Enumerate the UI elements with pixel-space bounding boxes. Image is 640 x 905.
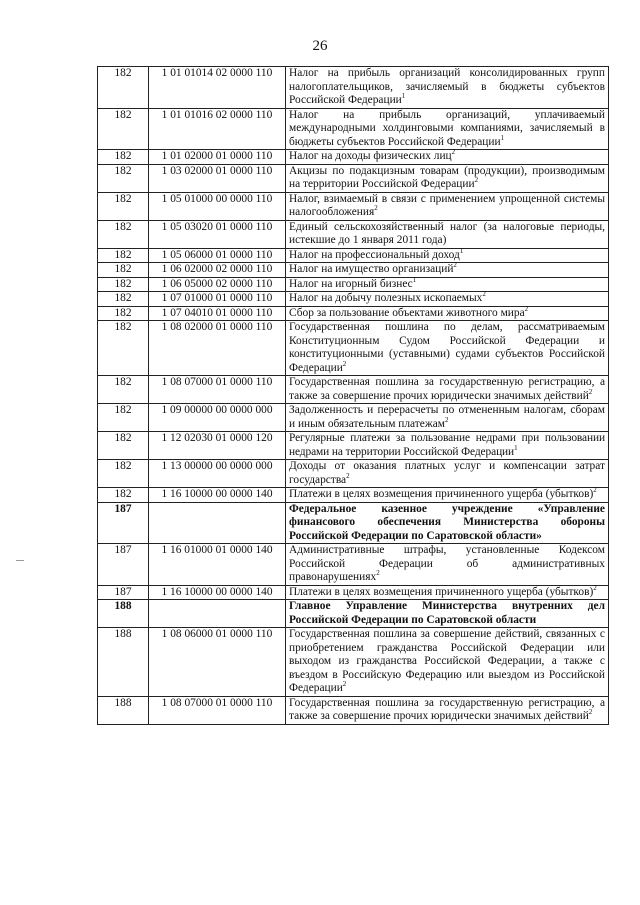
footnote-marker: 2 [374,204,378,213]
footnote-marker: 2 [376,569,380,578]
table-row [98,220,609,248]
revenue-name-cell [286,544,609,586]
footnote-marker: 2 [451,148,456,157]
footnote-marker: 1 [459,246,464,255]
admin-code-cell: 182 [98,292,149,307]
revenue-name-cell [286,432,609,460]
revenue-name-text: Федеральное казенное учреждение «Управление финансового обеспечения Министерства обороны Российской Федерации по Саратовской области» [289,502,605,542]
admin-code-cell: 182 [98,108,149,150]
revenue-name-cell [286,220,609,248]
admin-code-cell: 188 [98,628,149,697]
table-row [98,376,609,404]
footnote-marker: 1 [500,133,505,142]
page-number: 26 [312,38,328,54]
revenue-code-cell: 1 08 07000 01 0000 110 [149,696,286,724]
revenue-name-cell [286,150,609,165]
revenue-name-cell [286,585,609,600]
table-row [98,696,609,724]
revenue-codes-table [97,66,609,725]
footnote-marker: 1 [401,92,406,101]
revenue-name-cell [286,248,609,263]
revenue-name-text: Административные штрафы, установленные Кодексом Российской Федерации об административных правонарушениях [289,544,605,583]
revenue-name-text: Налог на прибыль организаций, уплачиваемый международными холдинговыми компаниями, зачисляемый в бюджеты субъектов Российской Федерации [289,108,605,148]
revenue-code-cell: 1 01 02000 01 0000 110 [149,150,286,165]
table-row [98,600,609,628]
revenue-code-cell [149,502,286,544]
revenue-code-cell: 1 01 01016 02 0000 110 [149,108,286,150]
revenue-code-cell: 1 01 01014 02 0000 110 [149,67,286,109]
revenue-code-cell: 1 06 05000 02 0000 110 [149,277,286,292]
revenue-name-cell [286,404,609,432]
revenue-code-cell [149,600,286,628]
revenue-name-text: Главное Управление Министерства внутренних дел Российской Федерации по Саратовской области [289,600,605,626]
revenue-name-text: Государственная пошлина за государственную регистрацию, а также за совершение прочих юридически значимых действий [289,696,605,722]
revenue-name-text: Налог на прибыль организаций консолидированных групп налогоплательщиков, зачисляемый в бюджеты субъектов Российской Федерации [289,67,605,106]
footnote-marker: 2 [524,304,529,313]
footnote-marker: 1 [514,443,518,452]
revenue-name-cell [286,600,609,628]
revenue-code-cell: 1 13 00000 00 0000 000 [149,460,286,488]
table-row [98,164,609,192]
admin-code-cell: 182 [98,263,149,278]
table-row [98,502,609,544]
revenue-name-cell [286,696,609,724]
scan-mark [16,560,24,561]
revenue-name-text: Государственная пошлина за совершение действий, связанных с приобретением гражданства Российской Федерации или выходом из гражданства Российской Федерации, а также с въездом в Российскую Федерацию или выездом из Российской Федерации [289,628,605,694]
revenue-name-text: Государственная пошлина за государственную регистрацию, а также за совершение прочих юридически значимых действий [289,376,605,402]
footnote-marker: 1 [412,275,417,284]
revenue-code-cell: 1 07 01000 01 0000 110 [149,292,286,307]
footnote-marker: 2 [593,583,597,592]
table-row [98,628,609,697]
revenue-code-cell: 1 06 02000 02 0000 110 [149,263,286,278]
revenue-name-cell [286,321,609,376]
revenue-code-cell: 1 05 01000 00 0000 110 [149,192,286,220]
admin-code-cell: 182 [98,220,149,248]
table-row [98,248,609,263]
revenue-code-cell: 1 08 06000 01 0000 110 [149,628,286,697]
table-row [98,306,609,321]
admin-code-cell: 188 [98,696,149,724]
revenue-name-text: Регулярные платежи за пользование недрами при пользовании недрами на территории Российской Федерации [289,432,605,458]
table-row [98,544,609,586]
footnote-marker: 2 [588,708,593,717]
footnote-marker: 2 [588,387,593,396]
admin-code-cell: 182 [98,404,149,432]
revenue-code-cell: 1 05 03020 01 0000 110 [149,220,286,248]
revenue-code-cell: 1 09 00000 00 0000 000 [149,404,286,432]
revenue-name-text: Налог на имущество организаций [289,263,454,275]
admin-code-cell: 182 [98,376,149,404]
table-row [98,460,609,488]
table-row [98,108,609,150]
revenue-name-text: Платежи в целях возмещения причиненного ущерба (убытков) [289,585,594,598]
revenue-name-text: Налог, взимаемый в связи с применением упрощенной системы налогообложения [289,192,605,218]
admin-code-cell: 187 [98,502,149,544]
admin-code-cell: 187 [98,544,149,586]
revenue-name-cell [286,376,609,404]
revenue-code-cell: 1 08 02000 01 0000 110 [149,321,286,376]
revenue-name-cell [286,488,609,503]
footnote-marker: 2 [342,680,347,689]
footnote-marker: 2 [482,290,486,299]
revenue-code-cell: 1 03 02000 01 0000 110 [149,164,286,192]
revenue-name-cell [286,164,609,192]
admin-code-cell: 182 [98,460,149,488]
revenue-name-text: Государственная пошлина по делам, рассматриваемым Конституционным Судом Российской Федерации и конституционными (уставными) судами субъектов Российской Федерации [289,321,605,374]
admin-code-cell: 182 [98,432,149,460]
table-row [98,277,609,292]
admin-code-cell: 182 [98,164,149,192]
revenue-name-cell [286,192,609,220]
revenue-name-cell [286,306,609,321]
revenue-name-cell [286,292,609,307]
table-row [98,432,609,460]
revenue-code-cell: 1 16 01000 01 0000 140 [149,544,286,586]
admin-code-cell: 182 [98,192,149,220]
table-row [98,67,609,109]
revenue-name-cell [286,67,609,109]
footnote-marker: 2 [342,359,347,368]
revenue-name-cell [286,628,609,697]
table-row [98,585,609,600]
footnote-marker: 2 [593,486,597,495]
revenue-name-text: Акцизы по подакцизным товарам (продукции), производимым на территории Российской Федерации [289,164,605,190]
table-row [98,404,609,432]
revenue-name-cell [286,108,609,150]
revenue-code-cell: 1 16 10000 00 0000 140 [149,488,286,503]
revenue-code-cell: 1 08 07000 01 0000 110 [149,376,286,404]
admin-code-cell: 182 [98,488,149,503]
revenue-name-cell [286,263,609,278]
revenue-name-text: Налог на профессиональный доход [289,248,460,261]
table-row [98,192,609,220]
admin-code-cell: 182 [98,306,149,321]
table-row [98,321,609,376]
revenue-name-text: Налог на добычу полезных ископаемых [289,292,483,304]
admin-code-cell: 182 [98,277,149,292]
footnote-marker: 2 [346,471,350,480]
revenue-code-cell: 1 07 04010 01 0000 110 [149,306,286,321]
revenue-name-cell [286,502,609,544]
revenue-name-cell [286,460,609,488]
admin-code-cell: 187 [98,585,149,600]
revenue-name-text: Платежи в целях возмещения причиненного ущерба (убытков) [289,488,594,500]
footnote-marker: 2 [474,176,479,185]
revenue-name-text: Доходы от оказания платных услуг и компенсации затрат государства [289,460,605,486]
admin-code-cell: 188 [98,600,149,628]
table-row [98,150,609,165]
revenue-name-text: Задолженность и перерасчеты по отмененным налогам, сборам и иным обязательным платежам [289,404,605,430]
revenue-code-cell: 1 16 10000 00 0000 140 [149,585,286,600]
revenue-name-text: Налог на игорный бизнес [289,277,413,290]
admin-code-cell: 182 [98,150,149,165]
table-row [98,292,609,307]
revenue-name-text: Налог на доходы физических лиц [289,150,452,162]
footnote-marker: 2 [444,415,449,424]
revenue-name-cell [286,277,609,292]
table-row [98,263,609,278]
revenue-code-cell: 1 12 02030 01 0000 120 [149,432,286,460]
admin-code-cell: 182 [98,321,149,376]
footnote-marker: 2 [453,261,457,270]
table-row [98,488,609,503]
revenue-name-text: Сбор за пользование объектами животного мира [289,306,525,319]
revenue-code-cell: 1 05 06000 01 0000 110 [149,248,286,263]
admin-code-cell: 182 [98,67,149,109]
admin-code-cell: 182 [98,248,149,263]
revenue-name-text: Единый сельскохозяйственный налог (за налоговые периоды, истекшие до 1 января 2011 года) [289,220,605,246]
